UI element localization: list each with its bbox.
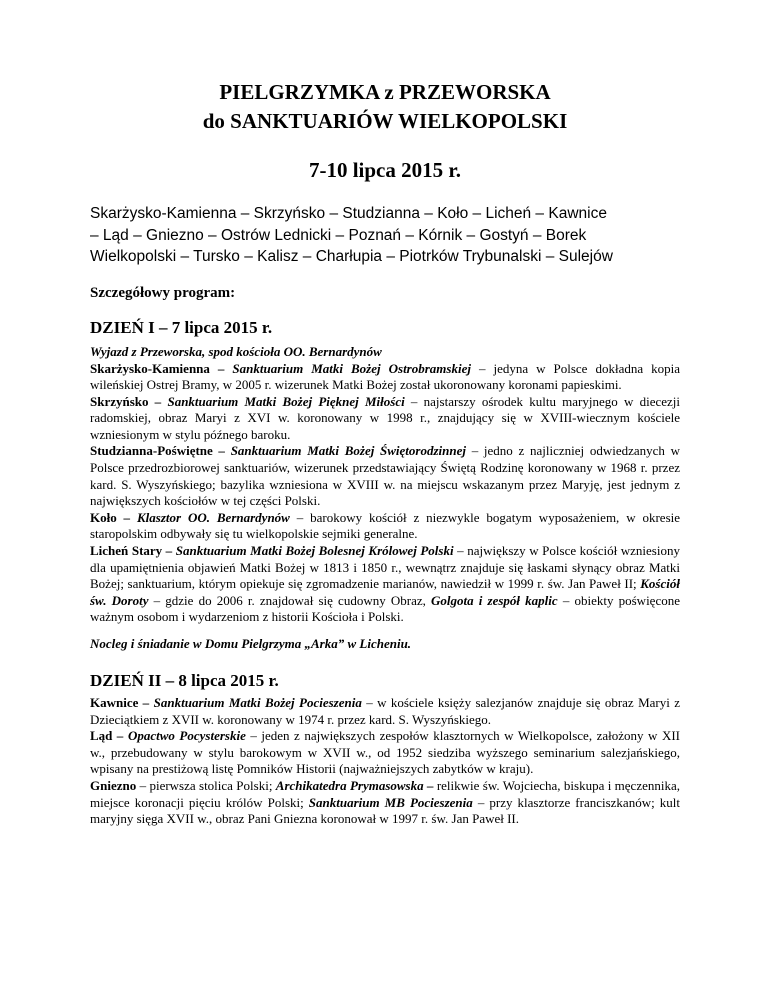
title-line-2: do SANKTUARIÓW WIELKOPOLSKI [202, 109, 568, 133]
entry-text: – najstarszy ośrodek kultu maryjnego w diecezji radomskiej, obraz Maryi z XVI w. koronowany w 1998 r., znajdujący się w XVIII-wiecznym kościele wzniesionym w stylu późnego baroku. [90, 393, 681, 442]
trip-dates: 7-10 lipca 2015 r. [308, 158, 462, 182]
day-2-title: DZIEŃ II – 8 lipca 2015 r. [90, 671, 279, 690]
day-1-entry-kolo [90, 510, 680, 543]
entry-text-3: – obiekty poświęcone ważnym osobom i wydarzeniom z historii Kościoła i Polski. [90, 592, 680, 625]
entry-text: relikwie św. Wojciecha, biskupa i męczennika, miejsce koronacji pięciu królów Polski; [90, 777, 680, 810]
document-page [90, 78, 680, 828]
entry-site: Archikatedra Prymasowska – [275, 777, 434, 793]
entry-site-2: Sanktuarium MB Pocieszenia [308, 794, 473, 810]
entry-text: – w kościele księży salezjanów znajduje się obraz Maryi z Dzieciątkiem z XVII w. koronowany w 1974 r. przez kard. S. Wyszyńskiego. [90, 695, 680, 727]
entry-site-2: Kościół św. Doroty [90, 576, 680, 608]
entry-site: – Opactwo Pocysterskie [112, 728, 246, 744]
entry-site: – Sanktuarium Matki Bożej Pocieszenia [138, 695, 362, 710]
day-2-entry-lad [90, 728, 680, 778]
entry-site: – Sanktuarium Matki Bożej Pięknej Miłości [148, 393, 405, 409]
day-1-accommodation: Nocleg i śniadanie w Domu Pielgrzyma „Arka” w Licheniu. [90, 636, 412, 651]
day-1-entry-skrzynsko [90, 394, 680, 444]
entry-text: – największy w Polsce kościół wzniesiony dla upamiętnienia objawień Matki Bożej w 1813 i 1850 r., wewnątrz znajduje się łaskami słynący obraz Matki Bożej; sanktuarium, którym opiekuje się zgromadzenie marianów, nawiedził w 1999 r. św. Jan Paweł II; [90, 543, 680, 592]
entry-site: – Sanktuarium Matki Bożej Bolesnej Królowej Polski [162, 543, 454, 559]
entry-place: Studzianna-Poświętne [90, 443, 213, 459]
day-1-departure: Wyjazd z Przeworska, spod kościoła OO. Bernardynów [90, 343, 382, 359]
entry-text: – jeden z największych zespołów klasztornych w Wielkopolsce, założony w XII w., przebudowany w stylu barokowym w XVII w., od 1952 siedziba wyższego seminarium salezjańskiego, wpisany na prestiżową listę Pomników Historii (najważniejszych zabytków w kraju). [90, 728, 680, 777]
entry-place: Ląd [90, 728, 113, 744]
day-1-entry-studzianna [90, 443, 680, 509]
route-line-1: Skarżysko-Kamienna – Skrzyńsko – Studzianna – Koło – Licheń – Kawnice [90, 205, 607, 222]
day-1-entry-skarzysko [90, 361, 680, 394]
entry-site: Sanktuarium Matki Bożej Ostrobramskiej [224, 360, 471, 376]
entry-text-0: – pierwsza stolica Polski; [136, 777, 276, 793]
day-2-entry-kawnice [90, 695, 680, 728]
program-heading: Szczegółowy program: [90, 284, 236, 301]
entry-text-2: – gdzie do 2006 r. znajdował się cudowny Obraz, [148, 592, 432, 608]
entry-site: – Sanktuarium Matki Bożej Świętorodzinnej [212, 443, 466, 459]
title-line-1: PIELGRZYMKA z PRZEWORSKA [219, 80, 551, 104]
day-1-title: DZIEŃ I – 7 lipca 2015 r. [90, 317, 273, 337]
route-line-2: – Ląd – Gniezno – Ostrów Lednicki – Poznań – Kórnik – Gostyń – Borek [90, 226, 587, 244]
entry-text: – jedyna w Polsce dokładna kopia wileńskiej Ostrej Bramy, w 2005 r. wizerunek Matki Bożej został ukoronowany koronami papieskimi. [90, 360, 680, 393]
entry-site-3: Golgota i zespół kaplic [431, 592, 558, 608]
route-list [90, 203, 680, 268]
entry-place: Gniezno [90, 777, 137, 793]
entry-place: Kawnice [90, 695, 139, 710]
route-line-3: Wielkopolski – Tursko – Kalisz – Charłupia – Piotrków Trybunalski – Sulejów [90, 248, 613, 265]
entry-place: Koło [90, 509, 117, 525]
entry-place: Skarżysko-Kamienna – [90, 360, 225, 376]
entry-text: – jedno z najliczniej odwiedzanych w Polsce przedrozbiorowej sanktuariów, wizerunek przedstawiający Świętą Rodzinę koronowany w 1968 r. przez kard. S. Wyszyńskiego; bazylika wzniesiona w XVIII w. na miejscu wskazanym przez Maryję, jest jednym z największych kościołów w tej części Polski. [90, 443, 680, 509]
entry-text: – barokowy kościół z niezwykle bogatym wyposażeniem, w okresie staropolskim odbywały się tu wielkopolskie sejmiki generalne. [90, 509, 681, 542]
entry-site: – Klasztor OO. Bernardynów [116, 509, 290, 525]
document-title [90, 78, 680, 136]
entry-place: Skrzyńsko [90, 393, 149, 409]
entry-place: Licheń Stary [90, 543, 163, 559]
day-2-entry-gniezno [90, 778, 680, 828]
day-1-entry-lichen [90, 543, 680, 626]
entry-text-2: – przy klasztorze franciszkanów; kult maryjny sięga XVII w., obraz Pani Gniezna koronował w 1997 r. św. Jan Paweł II. [90, 794, 680, 827]
